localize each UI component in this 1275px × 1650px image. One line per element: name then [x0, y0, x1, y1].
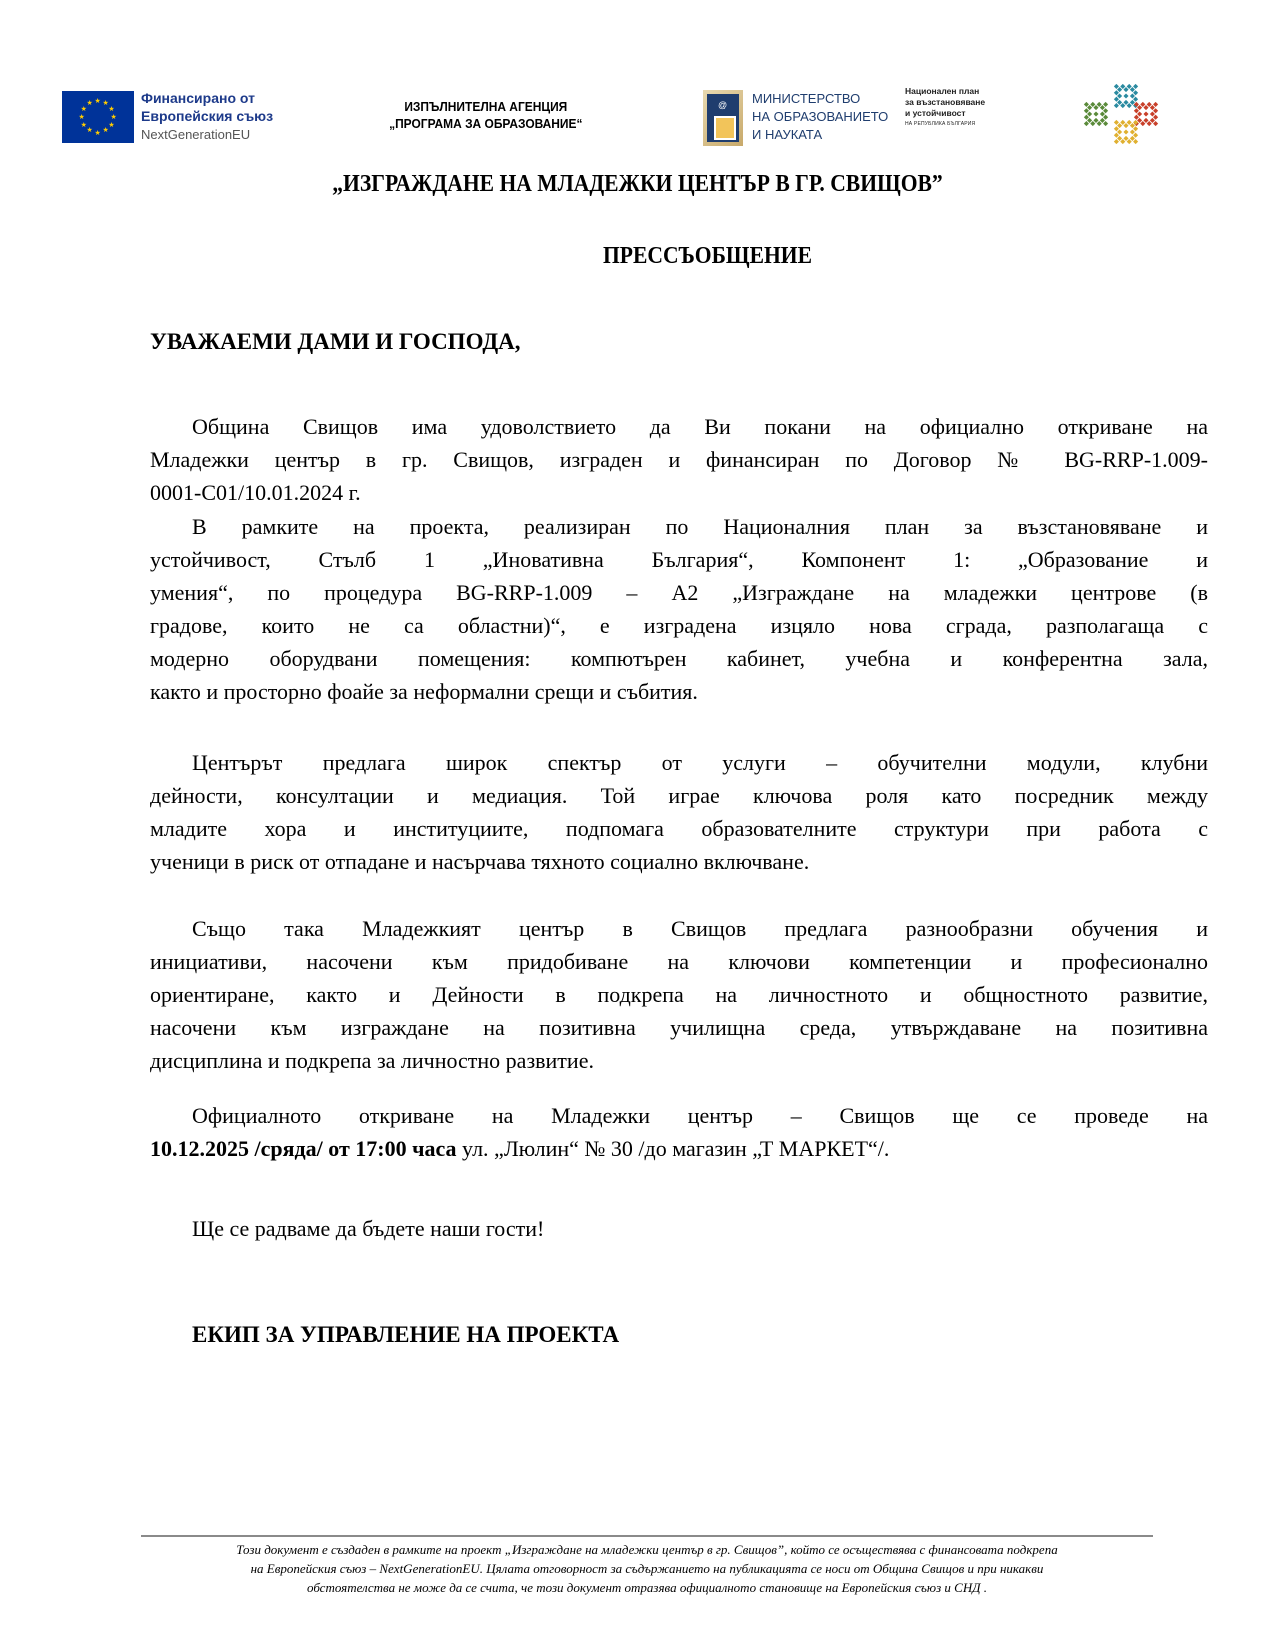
agency-logo	[380, 98, 592, 132]
pattern-diamond	[1114, 120, 1138, 144]
event-date-time: 10.12.2025 /сряда/ от 17:00 часа	[150, 1136, 457, 1161]
text-line: дисциплина и подкрепа за личностно развитие.	[150, 1048, 594, 1073]
eu-star-icon: ★	[78, 112, 85, 121]
npv-line1: Национален план	[905, 86, 980, 96]
text-line: В рамките на проекта, реализиран по Националния план за възстановяване и	[192, 514, 1208, 539]
footer-line3: обстоятелства не може да се счита, че този документ отразява официалното становище на Европейския съюз и СНД .	[306, 1580, 987, 1595]
eu-star-icon: ★	[102, 98, 109, 107]
text-line: Официалното откриване на Младежки център – Свищов ще се проведе на	[192, 1103, 1208, 1128]
eu-star-icon: ★	[86, 98, 93, 107]
paragraph-services	[150, 746, 1208, 878]
document-type-heading: ПРЕССЪОБЩЕНИЕ	[602, 243, 813, 269]
text-line: ученици в риск от отпадане и насърчава тяхното социално включване.	[150, 849, 810, 874]
eu-logo-line1: Финансирано от	[141, 90, 255, 106]
text-line: Центърът предлага широк спектър от услуги – обучителни модули, клубни	[192, 750, 1208, 775]
eu-star-icon: ★	[108, 120, 115, 129]
text-line: насочени към изграждане на позитивна училищна среда, утвърждаване на позитивна	[150, 1015, 1208, 1040]
agency-line2: „ПРОГРАМА ЗА ОБРАЗОВАНИЕ“	[389, 116, 583, 131]
eu-logo-line2: Европейския съюз	[141, 108, 274, 124]
project-title: „ИЗГРАЖДАНЕ НА МЛАДЕЖКИ ЦЕНТЪР В ГР. СВИЩОВ”	[332, 171, 943, 197]
eu-star-icon: ★	[108, 104, 115, 113]
paragraph-project	[150, 510, 1208, 708]
ministry-line1: МИНИСТЕРСТВО	[752, 91, 861, 106]
pattern-diamond	[1084, 102, 1108, 126]
text-line: младите хора и институциите, подпомага образователните структури при работа с	[150, 816, 1208, 841]
text-line: умения“, по процедура BG-RRP-1.009 – А2 „Изграждане на младежки центрове (в	[150, 580, 1208, 605]
eu-flag-icon	[62, 91, 134, 143]
ministry-line3: И НАУКАТА	[752, 127, 823, 142]
eu-star-icon: ★	[102, 126, 109, 135]
text-line: ориентиране, както и Дейности в подкрепа на личностното и общностното развитие,	[150, 982, 1208, 1007]
eu-logo-line3: NextGenerationEU	[141, 127, 251, 142]
agency-line1: ИЗПЪЛНИТЕЛНА АГЕНЦИЯ	[404, 99, 568, 114]
text-line: Младежки център в гр. Свищов, изграден и финансиран по Договор № BG-RRP-1.009-	[150, 447, 1208, 472]
text-line: устойчивост, Стълб 1 „Иновативна България“, Компонент 1: „Образование и	[150, 547, 1208, 572]
ministry-book-icon: @	[703, 90, 743, 146]
text-line: както и просторно фоайе за неформални срещи и събития.	[150, 679, 698, 704]
eu-star-icon: ★	[94, 128, 101, 137]
ministry-line2: НА ОБРАЗОВАНИЕТО	[752, 109, 889, 124]
paragraph-opening-event	[150, 1099, 1208, 1165]
text-line	[150, 1132, 1208, 1165]
event-address: ул. „Люлин“ № 30 /до магазин „Т МАРКЕТ“/.	[456, 1136, 890, 1161]
paragraph-trainings	[150, 912, 1208, 1077]
eu-star-icon: ★	[94, 96, 101, 105]
signature-team: ЕКИП ЗА УПРАВЛЕНИЕ НА ПРОЕКТА	[192, 1322, 620, 1347]
eu-star-icon: ★	[110, 112, 117, 121]
text-line: модерно оборудвани помещения: компютърен кабинет, учебна и конферентна зала,	[150, 646, 1208, 671]
footer-line1: Този документ е създаден в рамките на проект „Изграждане на младежки център в гр. Свищов”, който се осъществява с финансовата подкрепа	[236, 1542, 1058, 1557]
embroidery-pattern-icon	[1068, 74, 1168, 154]
text-line: Община Свищов има удоволствието да Ви покани на официално откриване на	[192, 414, 1208, 439]
text-line: градове, които не са областни)“, е изградена изцяло нова сграда, разполагаща с	[150, 613, 1208, 638]
footer-disclaimer	[141, 1540, 1153, 1597]
text-line: 0001-C01/10.01.2024 г.	[150, 480, 361, 505]
eu-star-icon: ★	[86, 126, 93, 135]
closing-sentence: Ще се радваме да бъдете наши гости!	[192, 1216, 545, 1241]
greeting: УВАЖАЕМИ ДАМИ И ГОСПОДА,	[150, 329, 521, 354]
eu-funding-logo-text	[141, 89, 273, 144]
npv-line3: и устойчивост	[905, 108, 966, 118]
eu-star-icon: ★	[80, 104, 87, 113]
text-line: инициативи, насочени към придобиване на ключови компетенции и професионално	[150, 949, 1208, 974]
text-line: Също така Младежкият център в Свищов предлага разнообразни обучения и	[192, 916, 1208, 941]
npv-line2: за възстановяване	[905, 97, 986, 107]
text-line: дейности, консултации и медиация. Той играе ключова роля като посредник между	[150, 783, 1208, 808]
recovery-plan-logo-text	[905, 86, 985, 130]
eu-star-icon: ★	[80, 120, 87, 129]
footer-divider	[141, 1535, 1153, 1537]
ministry-logo-text	[752, 90, 888, 144]
npv-line4: НА РЕПУБЛИКА БЪЛГАРИЯ	[905, 121, 976, 127]
paragraph-invitation	[150, 410, 1208, 509]
footer-line2: на Европейския съюз – NextGenerationEU. Цялата отговорност за съдържанието на публикацията се носи от Община Свищов и при никакви	[250, 1561, 1044, 1576]
